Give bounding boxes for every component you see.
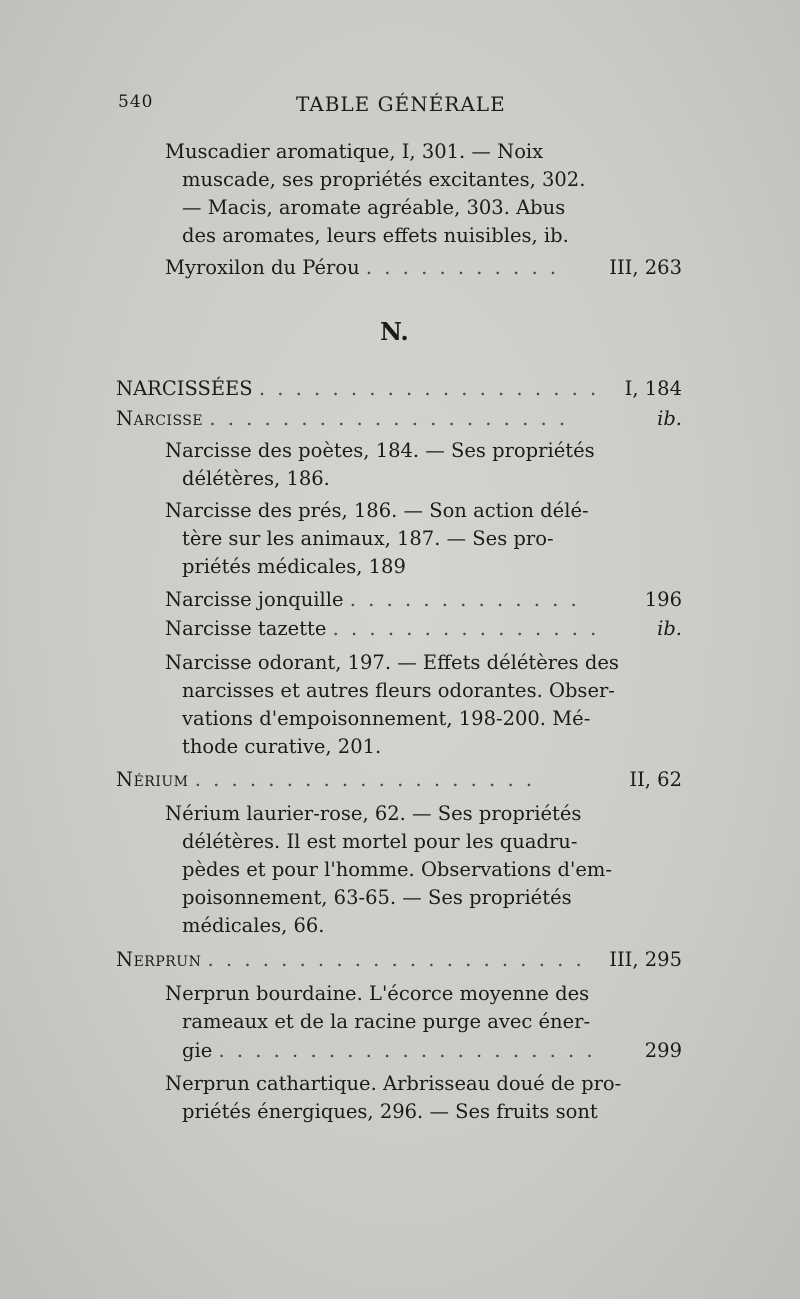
- page-header: [118, 92, 598, 120]
- page-ref: 196: [644, 588, 682, 611]
- entry-text: Narcisse tazette: [165, 617, 327, 640]
- page-ref: II, 62: [629, 768, 682, 791]
- family-heading: [116, 375, 599, 403]
- entry-line: Narcisse des prés, 186. — Son action délé-: [165, 499, 589, 522]
- entry-line: pèdes et pour l'homme. Observations d'em-: [182, 858, 612, 881]
- entry-line: — Macis, aromate agréable, 303. Abus: [182, 196, 566, 219]
- entry-line: narcisses et autres fleurs odorantes. Obser-: [182, 679, 615, 702]
- entry-line: des aromates, leurs effets nuisibles, ib.: [182, 224, 569, 247]
- page-ref: I, 184: [624, 377, 682, 400]
- entry-line: Narcisse odorant, 197. — Effets délétères des: [165, 651, 619, 674]
- entry-line: Narcisse des poètes, 184. — Ses propriétés: [165, 439, 595, 462]
- section-letter: N.: [380, 317, 409, 346]
- entry-line: priétés médicales, 189: [182, 555, 406, 578]
- dot-leader: . . . . . . . . . . . . . . . . . . . . .: [218, 1039, 596, 1062]
- page-ref: III, 295: [609, 948, 682, 971]
- dot-leader: . . . . . . . . . . . . . . . . . . . . .: [207, 948, 585, 971]
- dot-leader: . . . . . . . . . . .: [365, 256, 560, 279]
- dot-leader: . . . . . . . . . . . . .: [349, 588, 580, 611]
- dot-leader: . . . . . . . . . . . . . . .: [332, 617, 600, 640]
- entry-line: Nerprun bourdaine. L'écorce moyenne des: [165, 982, 590, 1005]
- page-ref: 299: [644, 1039, 682, 1062]
- entry-line: délétères, 186.: [182, 467, 330, 490]
- entry-text: Nerprun: [116, 948, 202, 971]
- page-ref: ib.: [657, 617, 682, 640]
- entry-line: Nérium laurier-rose, 62. — Ses propriétés: [165, 802, 582, 825]
- entry-line: Nerprun cathartique. Arbrisseau doué de pro-: [165, 1072, 622, 1095]
- entry-text: Myroxilon du Pérou: [165, 256, 360, 279]
- page-ref: ib.: [657, 407, 682, 430]
- genus-heading: [116, 766, 535, 794]
- entry-line: [165, 615, 599, 643]
- entry-line: délétères. Il est mortel pour les quadru-: [182, 830, 578, 853]
- entry-text: gie: [182, 1039, 213, 1062]
- genus-heading: [116, 946, 585, 974]
- entry-line: poisonnement, 63-65. — Ses propriétés: [182, 886, 572, 909]
- dot-leader: . . . . . . . . . . . . . . . . . . . .: [209, 407, 569, 430]
- entry-line: rameaux et de la racine purge avec éner-: [182, 1010, 591, 1033]
- entry-line: médicales, 66.: [182, 914, 325, 937]
- entry-text: Narcisse jonquille: [165, 588, 344, 611]
- dot-leader: . . . . . . . . . . . . . . . . . . .: [258, 377, 600, 400]
- dot-leader: . . . . . . . . . . . . . . . . . . .: [194, 768, 536, 791]
- entry-line: priétés énergiques, 296. — Ses fruits sont: [182, 1100, 598, 1123]
- page-number: 540: [118, 92, 154, 112]
- entry-line: tère sur les animaux, 187. — Ses pro-: [182, 527, 554, 550]
- entry-line: thode curative, 201.: [182, 735, 382, 758]
- entry-text: Narcisse: [116, 407, 204, 430]
- entry-line: [182, 1037, 596, 1065]
- entry-text: Nérium: [116, 768, 189, 791]
- entry-text: NARCISSÉES: [116, 377, 253, 400]
- entry-line: [165, 254, 559, 282]
- page-title: TABLE GÉNÉRALE: [296, 92, 506, 116]
- page-ref: III, 263: [609, 256, 682, 279]
- entry-line: Muscadier aromatique, I, 301. — Noix: [165, 140, 544, 163]
- entry-line: vations d'empoisonnement, 198-200. Mé-: [182, 707, 591, 730]
- entry-line: [165, 586, 580, 614]
- genus-heading: [116, 405, 568, 433]
- entry-line: muscade, ses propriétés excitantes, 302.: [182, 168, 586, 191]
